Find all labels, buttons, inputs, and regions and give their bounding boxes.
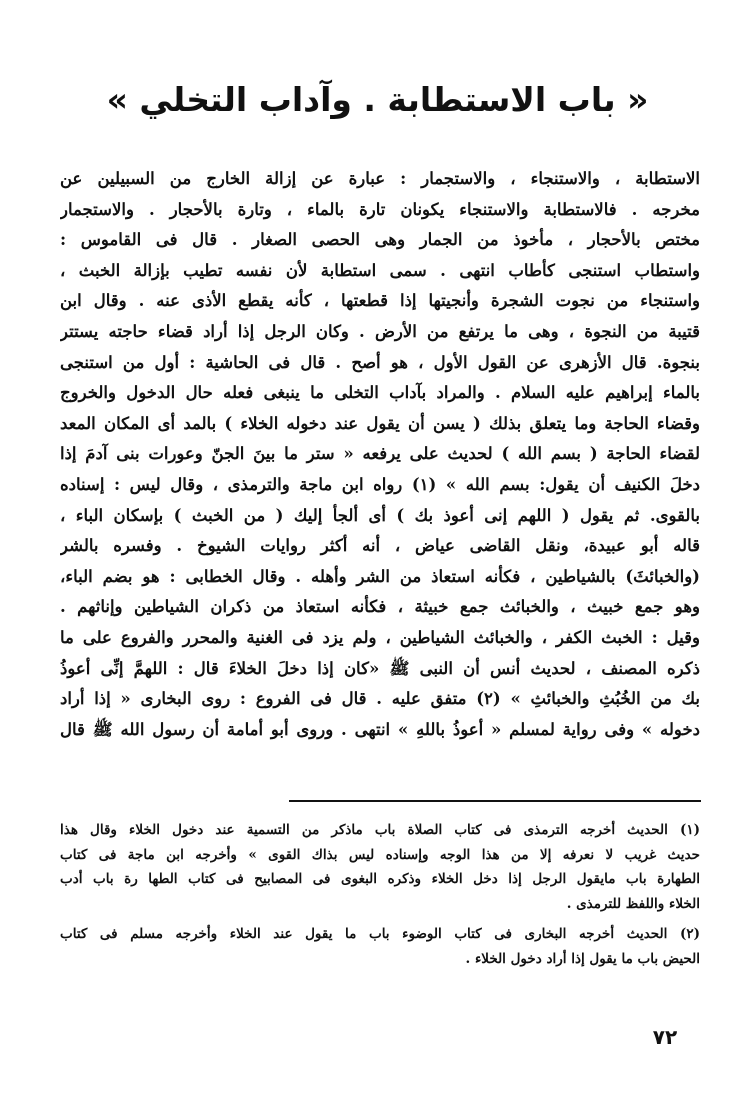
- footnote-line: الطهارة باب مايقول الرجل إذا دخل الخلاء وذكره البغوى فى المصابيح فى كتاب الطها رة باب أدب: [60, 871, 700, 887]
- text-line: دخلَ الكنيف أن يقول: بسم الله » (١) رواه ابن ماجة والترمذى ، وقال ليس : إسناده: [60, 474, 700, 494]
- text-line: وهو جمع خبيث ، والخبائث جمع خبيثة ، فكأنه استعاذ من ذكران الشياطين وإناثهم .: [60, 597, 700, 617]
- text-line: مختص بالأحجار ، مأخوذ من الجمار وهى الحصى الصغار . قال فى القاموس :: [60, 230, 700, 250]
- text-line: وقيل : الخبث الكفر ، والخبائث الشياطين ، ولم يزد فى الغنية والمحرر والفروع على ما: [60, 627, 700, 647]
- chapter-title: « باب الاستطابة . وآداب التخلي »: [106, 80, 649, 119]
- footnote-line: حديث غريب لا نعرفه إلا من هذا الوجه وإسناده ليس بذاك القوى » وأخرجه ابن ماجة فى كتاب: [60, 846, 700, 863]
- main-text: [60, 164, 700, 745]
- text-line: بك من الخُبُثِ والخبائثِ » (٢) متفق عليه . قال فى الفروع : روى البخارى « إذا أراد: [60, 689, 700, 709]
- footnote-line: الحيض باب ما يقول إذا أراد دخول الخلاء .: [465, 950, 700, 967]
- text-line: بالقوى. ثم يقول ( اللهم إنى أعوذ بك ) أى ألجأ إليك ( من الخبث ) بإسكان الباء ،: [60, 505, 700, 525]
- text-line: لقضاء الحاجة ( بسم الله ) لحديث على يرفعه « ستر ما بينَ الجنّ وعورات بنى آدمَ إذا: [60, 444, 700, 464]
- footnote-line: الخلاء واللفظ للترمذى .: [566, 895, 700, 912]
- page-number: ٧٢: [652, 1025, 678, 1049]
- text-line: مخرجه . فالاستطابة والاستنجاء يكونان تارة بالماء ، وتارة بالأحجار . والاستجمار: [60, 199, 700, 219]
- text-line: دخوله » وفى رواية لمسلم « أعوذُ باللهِ » انتهى . وروى أبو أمامة أن رسول الله ﷺ قال: [60, 719, 700, 739]
- footnote-2: [60, 922, 700, 971]
- footnote-1: [60, 818, 700, 916]
- text-line: قاله أبو عبيدة، ونقل القاضى عياض ، أنه أكثر روايات الشيوخ . وفسره بالشر: [60, 536, 700, 556]
- text-line: وقضاء الحاجة وما يتعلق بذلك ( يسن أن يقول عند دخوله الخلاء ) بالمد أى المكان المعد: [60, 413, 700, 433]
- text-line: قتيبة من النجوة ، وهى ما يرتفع من الأرض . وكان الرجل إذا أراد قضاء حاجته يستتر: [60, 321, 700, 341]
- footnotes: [60, 818, 700, 971]
- text-line: (والخبائثَ) بالشياطين ، فكأنه استعاذ من الشر وأهله . وقال الخطابى : هو بضم الباء،: [60, 566, 700, 586]
- text-line: واستنجاء من نجوت الشجرة وأنجيتها إذا قطعتها ، كأنه يقطع الأذى عنه . وقال ابن: [60, 291, 700, 311]
- text-line: بالماء إبراهيم عليه السلام . والمراد بآداب التخلى ما ينبغى فعله حال الدخول والخروج: [60, 383, 700, 403]
- text-line: بنجوة. قال الأزهرى عن القول الأول ، هو أصح . قال فى الحاشية : أول من استنجى: [60, 352, 700, 372]
- footnote-separator: [289, 800, 701, 802]
- text-line: الاستطابة ، والاستنجاء ، والاستجمار : عبارة عن إزالة الخارج من السبيلين عن: [60, 169, 700, 188]
- footnote-line: (١) الحديث أخرجه الترمذى فى كتاب الصلاة باب ماذكر من التسمية عند دخول الخلاء وقال هذا: [60, 822, 700, 838]
- text-line: واستطاب استنجى كأطاب انتهى . سمى استطابة لأن نفسه تطيب بإزالة الخبث ،: [60, 260, 700, 280]
- footnote-line: (٢) الحديث أخرجه البخارى فى كتاب الوضوء باب ما يقول عند الخلاء وأخرجه مسلم فى كتاب: [60, 926, 700, 942]
- text-line: ذكره المصنف ، لحديث أنس أن النبى ﷺ «كان إذا دخلَ الخلاءَ قال : اللهمَّ إنِّى أعوذُ: [60, 658, 700, 678]
